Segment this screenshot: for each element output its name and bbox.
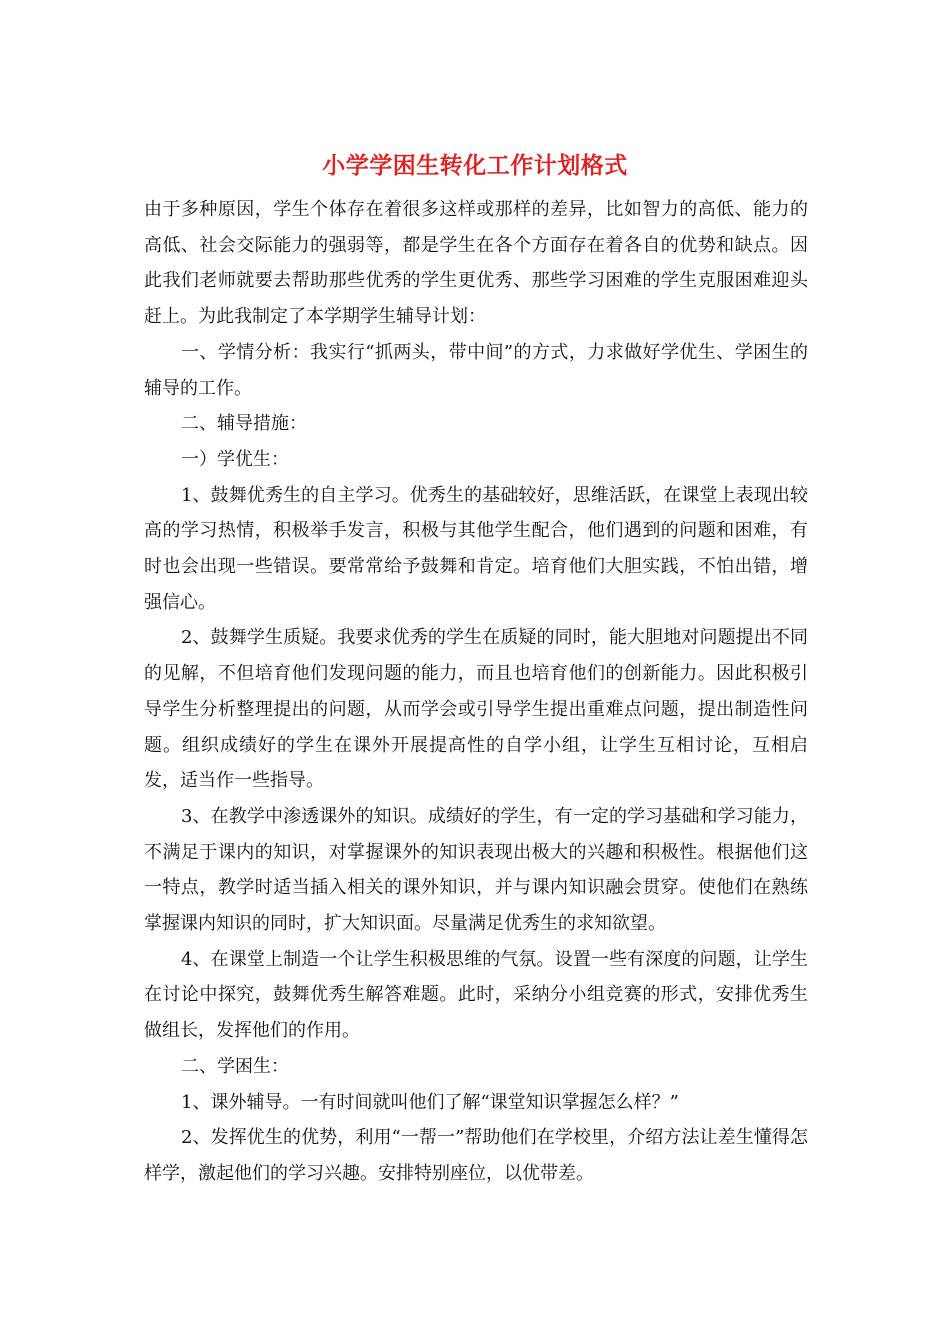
paragraph-struggling-students-heading: 二、学困生： bbox=[181, 1055, 289, 1077]
paragraph-intro: 由于多种原因，学生个体存在着很多这样或那样的差异，比如智力的高低、能力的高低、社会交际能力的强弱等，都是学生在各个方面存在着各自的优势和缺点。因此我们老师就要去帮助那些优秀的学生更优秀、那些学习困难的学生克服困难迎头赶上。为此我制定了本学期学生辅导计划： bbox=[144, 199, 808, 328]
paragraph-struggling-students-item-2: 2、发挥优生的优势，利用“一帮一”帮助他们在学校里，介绍方法让差生懂得怎样学，激起他们的学习兴趣。安排特别座位，以优带差。 bbox=[144, 1127, 808, 1184]
paragraph-top-students-item-2: 2、鼓舞学生质疑。我要求优秀的学生在质疑的同时，能大胆地对问题提出不同的见解，不但培育他们发现问题的能力，而且也培育他们的创新能力。因此积极引导学生分析整理提出的问题，从而学会或引导学生提出重难点问题，提出制造性问题。组织成绩好的学生在课外开展提高性的自学小组，让学生互相讨论，互相启发，适当作一些指导。 bbox=[144, 627, 808, 792]
document-title: 小学学困生转化工作计划格式 bbox=[322, 152, 628, 179]
paragraph-situation-analysis: 一、学情分析：我实行“抓两头，带中间”的方式，力求做好学优生、学困生的辅导的工作。 bbox=[144, 341, 808, 399]
paragraph-measures-heading: 二、辅导措施： bbox=[181, 413, 307, 435]
paragraph-top-students-item-4: 4、在课堂上制造一个让学生积极思维的气氛。设置一些有深度的问题，让学生在讨论中探究，鼓舞优秀生解答难题。此时，采纳分小组竞赛的形式，安排优秀生做组长，发挥他们的作用。 bbox=[144, 948, 808, 1042]
paragraph-top-students-item-1: 1、鼓舞优秀生的自主学习。优秀生的基础较好，思维活跃，在课堂上表现出较高的学习热情，积极举手发言，积极与其他学生配合，他们遇到的问题和困难，有时也会出现一些错误。要常常给予鼓舞和肯定。培育他们大胆实践，不怕出错，增强信心。 bbox=[144, 484, 808, 613]
document-body bbox=[144, 192, 808, 1192]
paragraph-struggling-students-item-1: 1、课外辅导。一有时间就叫他们了解“课堂知识掌握怎么样？” bbox=[181, 1091, 679, 1113]
paragraph-top-students-item-3: 3、在教学中渗透课外的知识。成绩好的学生，有一定的学习基础和学习能力，不满足于课内的知识，对掌握课外的知识表现出极大的兴趣和积极性。根据他们这一特点，教学时适当插入相关的课外知识，并与课内知识融会贯穿。使他们在熟练掌握课内知识的同时，扩大知识面。尽量满足优秀生的求知欲望。 bbox=[144, 805, 808, 935]
paragraph-top-students-heading: 一）学优生： bbox=[181, 448, 289, 470]
